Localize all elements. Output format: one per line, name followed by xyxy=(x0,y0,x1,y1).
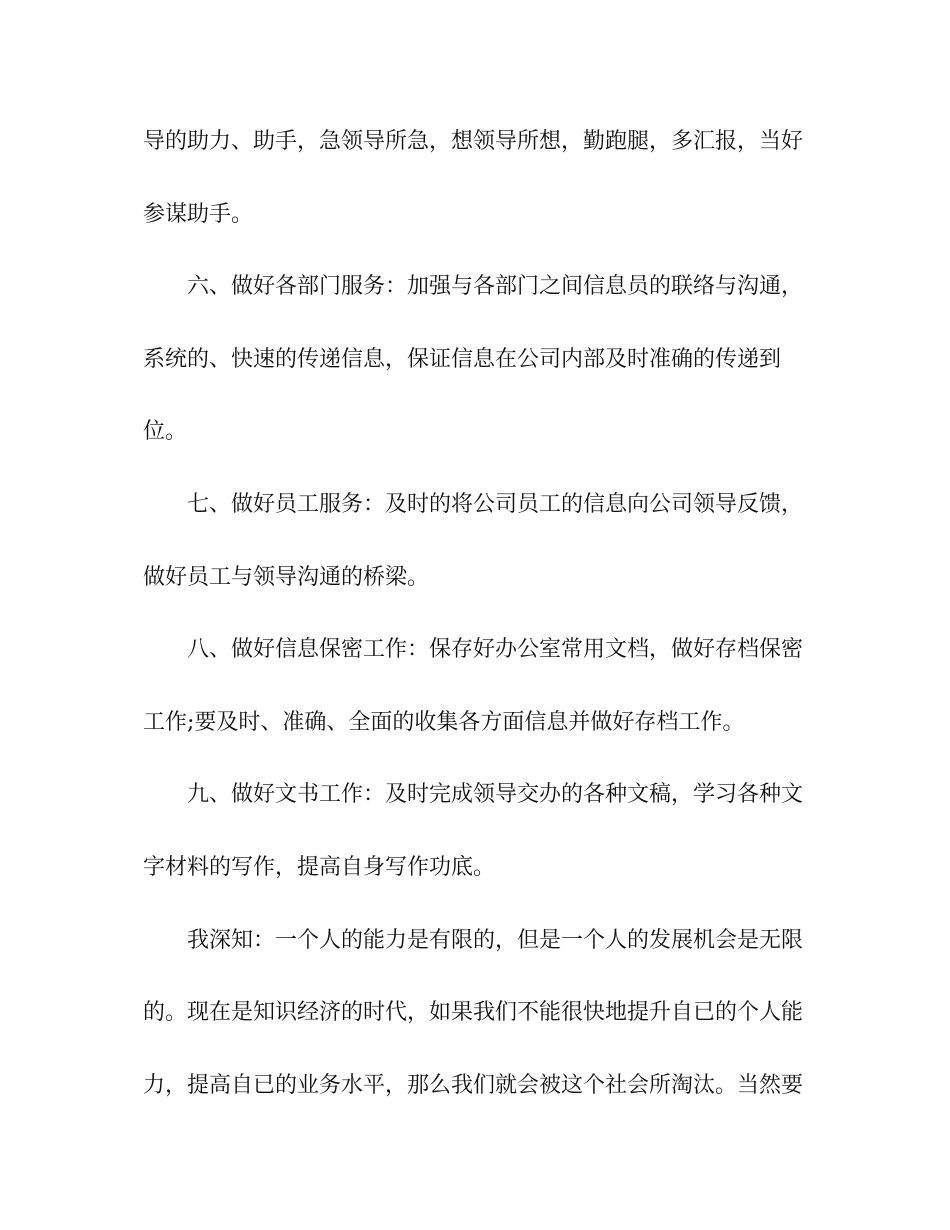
text-line: 字材料的写作，提高自身写作功底。 xyxy=(143,855,496,880)
paragraph-8-start: 八、做好信息保密工作：保存好办公室常用文档，做好存档保密 xyxy=(187,637,804,662)
paragraph-6-start: 六、做好各部门服务：加强与各部门之间信息员的联络与沟通， xyxy=(187,274,804,299)
text-line: 工作;要及时、准确、全面的收集各方面信息并做好存档工作。 xyxy=(143,710,745,735)
paragraph-9-start: 九、做好文书工作：及时完成领导交办的各种文稿，学习各种文 xyxy=(187,782,804,807)
text-line: 力，提高自已的业务水平，那么我们就会被这个社会所淘汰。当然要 xyxy=(143,1073,804,1098)
text-line: 导的助力、助手，急领导所急，想领导所想，勤跑腿，多汇报，当好 xyxy=(143,129,804,154)
text-line: 做好员工与领导沟通的桥梁。 xyxy=(143,565,430,590)
text-line: 位。 xyxy=(143,419,188,444)
text-line: 系统的、快速的传递信息，保证信息在公司内部及时准确的传递到 xyxy=(143,347,782,372)
text-line: 的。现在是知识经济的时代，如果我们不能很快地提升自已的个人能 xyxy=(143,1000,804,1025)
text-line: 参谋助手。 xyxy=(143,202,254,227)
paragraph-7-start: 七、做好员工服务：及时的将公司员工的信息向公司领导反馈， xyxy=(187,492,804,517)
paragraph-conclusion-start: 我深知：一个人的能力是有限的，但是一个人的发展机会是无限 xyxy=(187,928,804,953)
